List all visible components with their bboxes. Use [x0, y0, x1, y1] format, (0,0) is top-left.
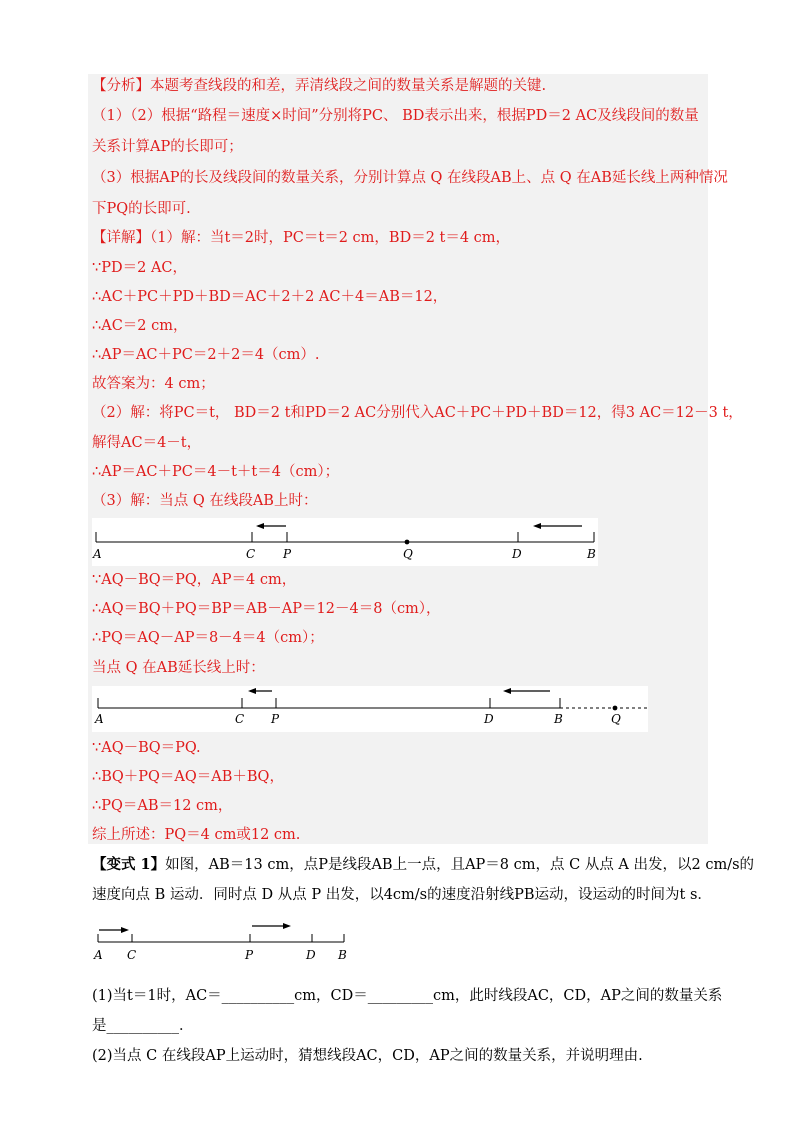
analysis-line-1: 【分析】本题考查线段的和差，弄清线段之间的数量关系是解题的关键. — [92, 78, 547, 94]
variant-title: 【变式 1】 — [92, 856, 166, 873]
diagram1-label-p: P — [283, 547, 292, 561]
diagram2-label-p: P — [271, 712, 280, 726]
diagram3-label-d: D — [306, 948, 316, 962]
diagram3-label-b: B — [338, 948, 347, 962]
diagram1-label-q: Q — [403, 547, 413, 561]
part2-line-1: （2）解：将PC＝t， BD＝2 t和PD＝2 AC分别代入AC＋PC＋PD＋BD＝12，得3 AC＝12－3 t， — [92, 405, 743, 421]
case1-line-2: ∴AQ＝BQ＋PQ＝BP＝AB－AP＝12－4＝8（cm）， — [92, 601, 441, 617]
diagram1-label-c: C — [246, 547, 256, 561]
conclusion-line: 综上所述：PQ＝4 cm或12 cm. — [92, 827, 301, 843]
analysis-line-4: （3）根据AP的长及线段间的数量关系，分别计算点 Q 在线段AB上、点 Q 在AB延长线上两种情况 — [92, 170, 728, 186]
answer-line-1: 故答案为：4 cm； — [92, 376, 215, 392]
diagram-variant — [92, 920, 352, 964]
detail-line-1: 【详解】（1）解：当t＝2时，PC＝t＝2 cm，BD＝2 t＝4 cm， — [92, 230, 511, 246]
diagram2-label-q: Q — [611, 712, 621, 726]
diagram2-label-d: D — [484, 712, 494, 726]
case1-line-3: ∴PQ＝AQ－AP＝8－4＝4（cm）； — [92, 630, 324, 646]
diagram1-label-b: B — [587, 547, 596, 561]
case2-line-3: ∴PQ＝AB＝12 cm， — [92, 798, 233, 814]
variant-line-1 — [92, 855, 754, 875]
detail-line-3: ∴AC＋PC＋PD＋BD＝AC＋2＋2 AC＋4＝AB＝12， — [92, 289, 448, 305]
variant-text-1: 如图，AB＝13 cm，点P是线段AB上一点，且AP＝8 cm，点 C 从点 A 出发，以2 cm/s的 — [165, 857, 755, 873]
diagram-variant-svg — [92, 920, 352, 964]
diagram-case-1-svg — [92, 518, 598, 566]
diagram3-label-c: C — [127, 948, 137, 962]
question-2-line-1: (2)当点 C 在线段AP上运动时，猜想线段AC，CD，AP之间的数量关系，并说明理由. — [92, 1048, 643, 1064]
case2-line-1: ∵AQ－BQ＝PQ. — [92, 740, 201, 756]
diagram3-label-p: P — [245, 948, 254, 962]
diagram2-label-c: C — [235, 712, 245, 726]
diagram1-label-a: A — [93, 547, 102, 561]
diagram-case-2-svg — [92, 686, 648, 732]
case1-line-1: ∵AQ－BQ＝PQ，AP＝4 cm， — [92, 572, 297, 588]
part3-line-1: （3）解：当点 Q 在线段AB上时： — [92, 493, 318, 509]
analysis-line-3: 关系计算AP的长即可； — [92, 139, 243, 155]
question-1-line-2: 是__________． — [92, 1018, 194, 1034]
diagram1-label-d: D — [512, 547, 522, 561]
detail-line-5: ∴AP＝AC＋PC＝2＋2＝4（cm）. — [92, 347, 320, 363]
diagram2-label-b: B — [554, 712, 563, 726]
analysis-line-5: 下PQ的长即可. — [92, 201, 191, 217]
diagram2-label-a: A — [95, 712, 104, 726]
diagram-case-2 — [92, 686, 648, 732]
detail-line-2: ∵PD＝2 AC， — [92, 260, 188, 276]
variant-line-2: 速度向点 B 运动．同时点 D 从点 P 出发，以4cm/s的速度沿射线PB运动，设运动的时间为t s． — [92, 887, 712, 903]
detail-line-4: ∴AC＝2 cm， — [92, 318, 188, 334]
diagram-case-1 — [92, 518, 598, 566]
analysis-line-2: （1）（2）根据“路程＝速度×时间”分别将PC、 BD表示出来，根据PD＝2 AC及线段间的数量 — [92, 108, 699, 124]
case2-title: 当点 Q 在AB延长线上时： — [92, 660, 265, 676]
part2-line-3: ∴AP＝AC＋PC＝4－t＋t＝4（cm）； — [92, 464, 340, 480]
case2-line-2: ∴BQ＋PQ＝AQ＝AB＋BQ， — [92, 769, 284, 785]
diagram3-label-a: A — [94, 948, 103, 962]
part2-line-2: 解得AC＝4－t， — [92, 435, 202, 451]
question-1-line-1: (1)当t＝1时，AC＝__________cm，CD＝_________cm，此时线段AC，CD，AP之间的数量关系 — [92, 988, 723, 1004]
